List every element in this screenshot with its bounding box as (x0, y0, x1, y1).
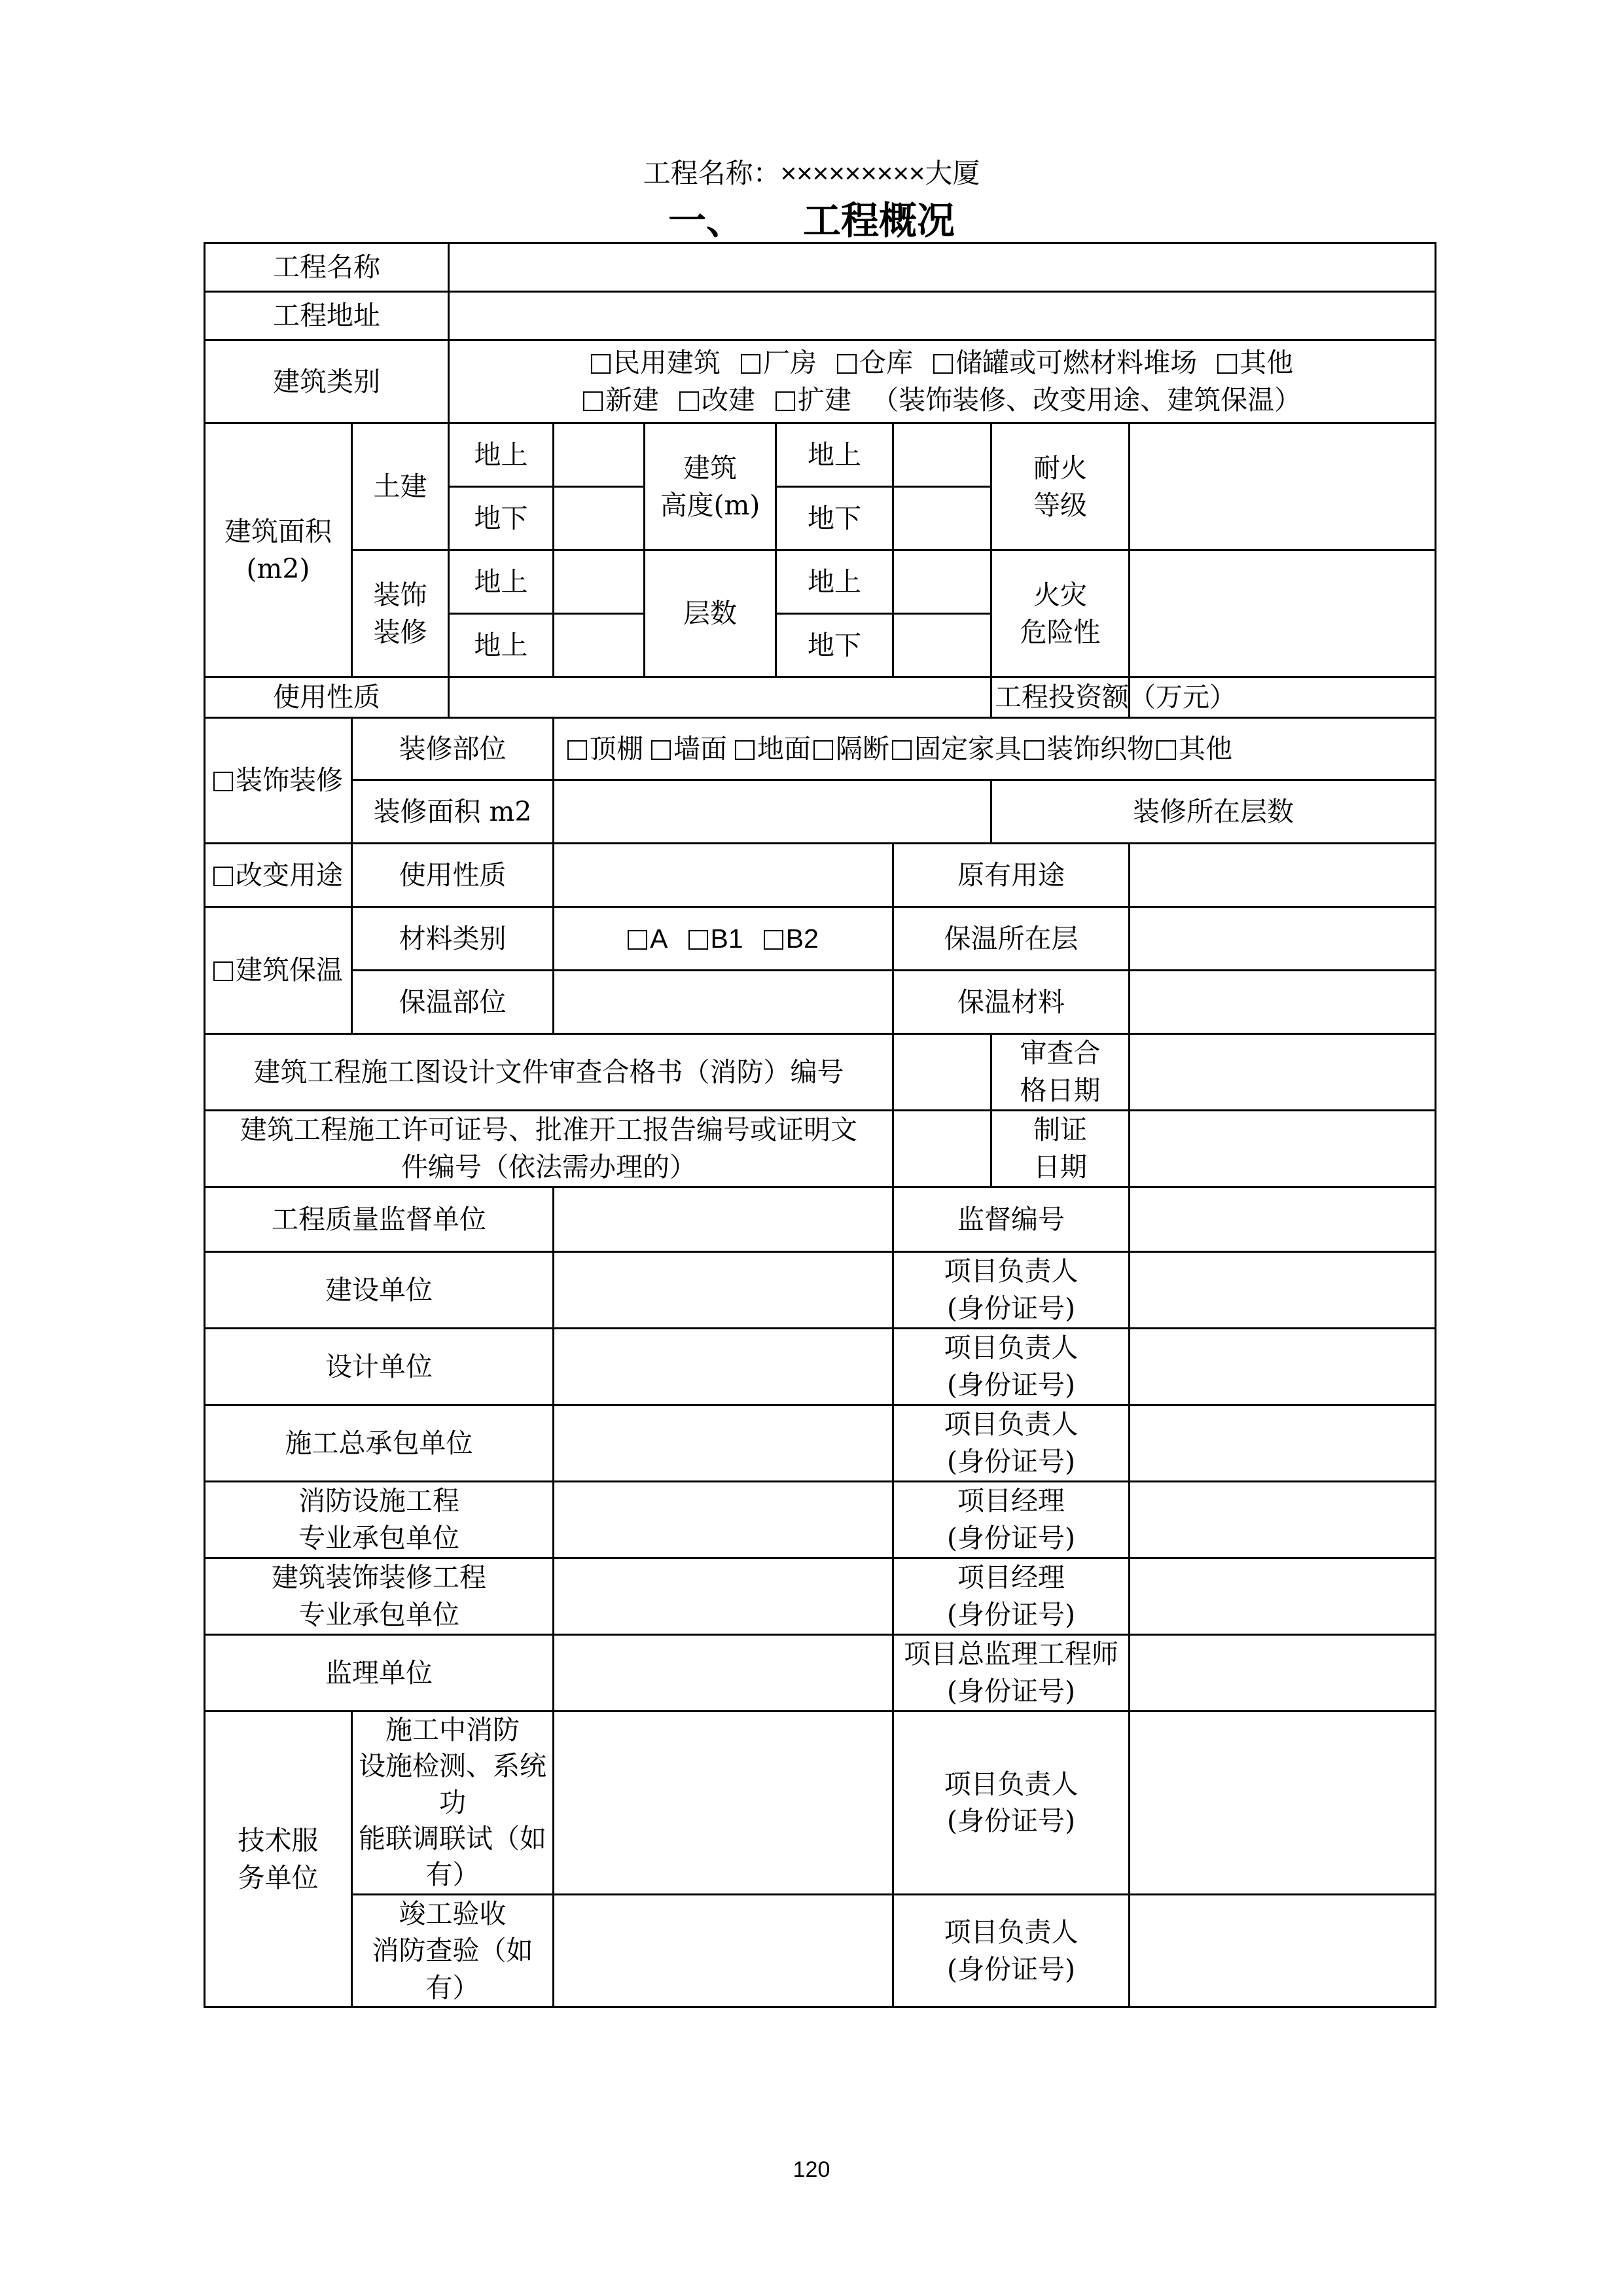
checkbox-icon (1024, 740, 1044, 760)
label-decoration-part: 装修部位 (352, 718, 554, 780)
unit-name-field[interactable] (554, 1405, 893, 1482)
unit-name: 建设单位 (205, 1252, 554, 1329)
unit-role-field[interactable] (1130, 1558, 1436, 1635)
label-insulation-part: 保温部位 (352, 971, 554, 1034)
tech-unit-name: 竣工验收 消防查验（如有） (352, 1894, 554, 2007)
decoration-area-field[interactable] (554, 780, 991, 844)
material-grade-option[interactable]: B2 (764, 923, 819, 954)
checkbox-icon (1217, 354, 1237, 374)
permit-number-field[interactable] (893, 1111, 991, 1187)
label-original-use: 原有用途 (893, 844, 1130, 907)
checkbox-icon (741, 354, 760, 374)
decoration-part-option[interactable]: 顶棚 (567, 733, 643, 764)
insulation-floor-field[interactable] (1130, 907, 1436, 971)
building-category-options (449, 340, 1436, 423)
unit-role-field[interactable] (1130, 1252, 1436, 1329)
label-decoration-floors: 装修所在层数 (991, 780, 1436, 844)
checkbox-icon (688, 930, 708, 950)
category-option[interactable]: 民用建筑 (591, 347, 721, 378)
height-below-field[interactable] (893, 487, 991, 550)
label-fire-hazard: 火灾 危险性 (991, 550, 1130, 677)
insulation-material-field[interactable] (1130, 971, 1436, 1034)
section-number: 一、 (668, 198, 744, 243)
label-project-address: 工程地址 (205, 292, 449, 340)
unit-name: 建筑装饰装修工程 专业承包单位 (205, 1558, 554, 1635)
unit-role-field[interactable] (1130, 1635, 1436, 1712)
decoration-part-option[interactable]: 墙面 (651, 733, 727, 764)
tech-unit-name: 施工中消防 设施检测、系统功 能联调联试（如有） (352, 1712, 554, 1895)
insulation-section: 建筑保温 (205, 907, 352, 1034)
decoration-part-option[interactable]: 地面 (735, 733, 811, 764)
insulation-part-field[interactable] (554, 971, 893, 1034)
permit-date-field[interactable] (1130, 1111, 1436, 1187)
unit-role: 项目经理 (身份证号) (893, 1482, 1130, 1558)
label-use-nature: 使用性质 (205, 677, 449, 718)
unit-name: 设计单位 (205, 1329, 554, 1405)
label-permit-number: 建筑工程施工许可证号、批准开工报告编号或证明文 件编号（依法需办理的） (205, 1111, 893, 1187)
checkbox-icon (651, 740, 671, 760)
label-review-date: 审查合 格日期 (991, 1034, 1130, 1111)
category-option[interactable]: 仓库 (837, 347, 913, 378)
floors-below-field[interactable] (893, 614, 991, 677)
unit-role: 项目负责人 (身份证号) (893, 1405, 1130, 1482)
unit-name-field[interactable] (554, 1252, 893, 1329)
floors-above-field[interactable] (893, 550, 991, 614)
project-address-field[interactable] (449, 292, 1436, 340)
label-building-category: 建筑类别 (205, 340, 449, 423)
label-quality-supervision: 工程质量监督单位 (205, 1187, 554, 1252)
label-decoration: 装饰 装修 (352, 550, 449, 677)
label-permit-date: 制证 日期 (991, 1111, 1130, 1187)
label-decoration-area: 装修面积 m2 (352, 780, 554, 844)
review-date-field[interactable] (1130, 1034, 1436, 1111)
checkbox-icon[interactable] (213, 867, 233, 886)
checkbox-icon (591, 354, 611, 374)
project-overview-table (204, 242, 1436, 2008)
section-title: 工程概况 (803, 198, 955, 243)
category-option[interactable]: 其他 (1217, 347, 1293, 378)
decoration-part-option[interactable]: 装饰织物 (1024, 733, 1154, 764)
label-floors: 层数 (645, 550, 776, 677)
unit-role: 项目负责人 (身份证号) (893, 1329, 1130, 1405)
category-option[interactable]: 新建 (583, 384, 659, 416)
civil-above-field[interactable] (554, 423, 645, 487)
label-below: 地下 (776, 614, 893, 677)
unit-name-field[interactable] (554, 1635, 893, 1712)
label-insulation-material: 保温材料 (893, 971, 1130, 1034)
checkbox-icon (933, 354, 953, 374)
checkbox-icon[interactable] (213, 772, 233, 791)
label-review-certificate: 建筑工程施工图设计文件审查合格书（消防）编号 (205, 1034, 893, 1111)
unit-name: 施工总承包单位 (205, 1405, 554, 1482)
section-heading (0, 190, 1623, 245)
category-option[interactable]: 改建 (679, 384, 755, 416)
label-project-name: 工程名称 (205, 243, 449, 292)
unit-name-field[interactable] (554, 1482, 893, 1558)
review-certificate-field[interactable] (893, 1034, 991, 1111)
tech-unit-role: 项目负责人 (身份证号) (893, 1894, 1130, 2007)
civil-below-field[interactable] (554, 487, 645, 550)
checkbox-icon (735, 740, 755, 760)
unit-name: 监理单位 (205, 1635, 554, 1712)
decoration-above-field[interactable] (554, 550, 645, 614)
tech-unit-name-field[interactable] (554, 1712, 893, 1895)
checkbox-icon (583, 391, 603, 411)
tech-unit-name-field[interactable] (554, 1894, 893, 2007)
material-grade-options (554, 907, 893, 971)
checkbox-icon[interactable] (213, 961, 233, 981)
decoration-parts-options (554, 718, 1436, 780)
unit-role: 项目总监理工程师 (身份证号) (893, 1635, 1130, 1712)
checkbox-icon (1156, 740, 1176, 760)
label-above: 地上 (449, 550, 554, 614)
checkbox-icon (837, 354, 857, 374)
label-supervision-number: 监督编号 (893, 1187, 1130, 1252)
checkbox-icon (764, 930, 783, 950)
label-building-area: 建筑面积(m2) (205, 423, 352, 677)
label-civil: 土建 (352, 423, 449, 550)
checkbox-icon (567, 740, 587, 760)
project-name-line: 工程名称：×××××××××大厦 (643, 158, 980, 188)
tech-unit-role-field[interactable] (1130, 1894, 1436, 2007)
unit-name-field[interactable] (554, 1558, 893, 1635)
unit-role-field[interactable] (1130, 1405, 1436, 1482)
unit-name-field[interactable] (554, 1329, 893, 1405)
checkbox-icon (679, 391, 699, 411)
label-above: 地上 (776, 423, 893, 487)
decoration-part-option[interactable]: 隔断 (813, 733, 889, 764)
decoration-part-option[interactable]: 其他 (1156, 733, 1232, 764)
material-grade-option[interactable]: B1 (688, 923, 743, 954)
change-use-section: 改变用途 (205, 844, 352, 907)
unit-role-field[interactable] (1130, 1482, 1436, 1558)
use-nature-field[interactable] (449, 677, 991, 718)
category-option[interactable]: 厂房 (741, 347, 817, 378)
tech-unit-role-field[interactable] (1130, 1712, 1436, 1895)
category-option[interactable]: 储罐或可燃材料堆场 (933, 347, 1197, 378)
label-use-nature-2: 使用性质 (352, 844, 554, 907)
quality-supervision-field[interactable] (554, 1187, 893, 1252)
label-insulation-floor: 保温所在层 (893, 907, 1130, 971)
category-note: （装饰装修、改变用途、建筑保温） (872, 384, 1302, 416)
use-nature-2-field[interactable] (554, 844, 893, 907)
fire-rating-field[interactable] (1130, 423, 1436, 550)
project-name-field[interactable] (449, 243, 1436, 292)
page-number: 120 (793, 2157, 830, 2182)
label-material-type: 材料类别 (352, 907, 554, 971)
supervision-number-field[interactable] (1130, 1187, 1436, 1252)
label-below: 地下 (449, 487, 554, 550)
category-options-row-2 (452, 382, 1432, 419)
tech-unit-role: 项目负责人 (身份证号) (893, 1712, 1130, 1895)
material-grade-option[interactable]: A (628, 923, 668, 954)
label-above: 地上 (449, 423, 554, 487)
label-above: 地上 (776, 550, 893, 614)
label-investment: 工程投资额（万元） (991, 677, 1130, 718)
height-above-field[interactable] (893, 423, 991, 487)
label-building-height: 建筑 高度(m) (645, 423, 776, 550)
unit-role: 项目经理 (身份证号) (893, 1558, 1130, 1635)
decoration-part-option[interactable]: 固定家具 (892, 733, 1022, 764)
unit-role-field[interactable] (1130, 1329, 1436, 1405)
checkbox-icon (813, 740, 833, 760)
checkbox-icon (892, 740, 912, 760)
category-option[interactable]: 扩建 (776, 384, 851, 416)
label-below: 地下 (776, 487, 893, 550)
category-options-row-1 (452, 344, 1432, 382)
label-fire-rating: 耐火 等级 (991, 423, 1130, 550)
label-above: 地上 (449, 614, 554, 677)
original-use-field[interactable] (1130, 844, 1436, 907)
decoration-below-field[interactable] (554, 614, 645, 677)
fire-hazard-field[interactable] (1130, 550, 1436, 677)
checkbox-icon (628, 930, 647, 950)
label-tech-service: 技术服 务单位 (205, 1712, 352, 2007)
checkbox-icon (776, 391, 795, 411)
unit-name: 消防设施工程 专业承包单位 (205, 1482, 554, 1558)
unit-role: 项目负责人 (身份证号) (893, 1252, 1130, 1329)
decoration-section: 装饰装修 (205, 718, 352, 844)
